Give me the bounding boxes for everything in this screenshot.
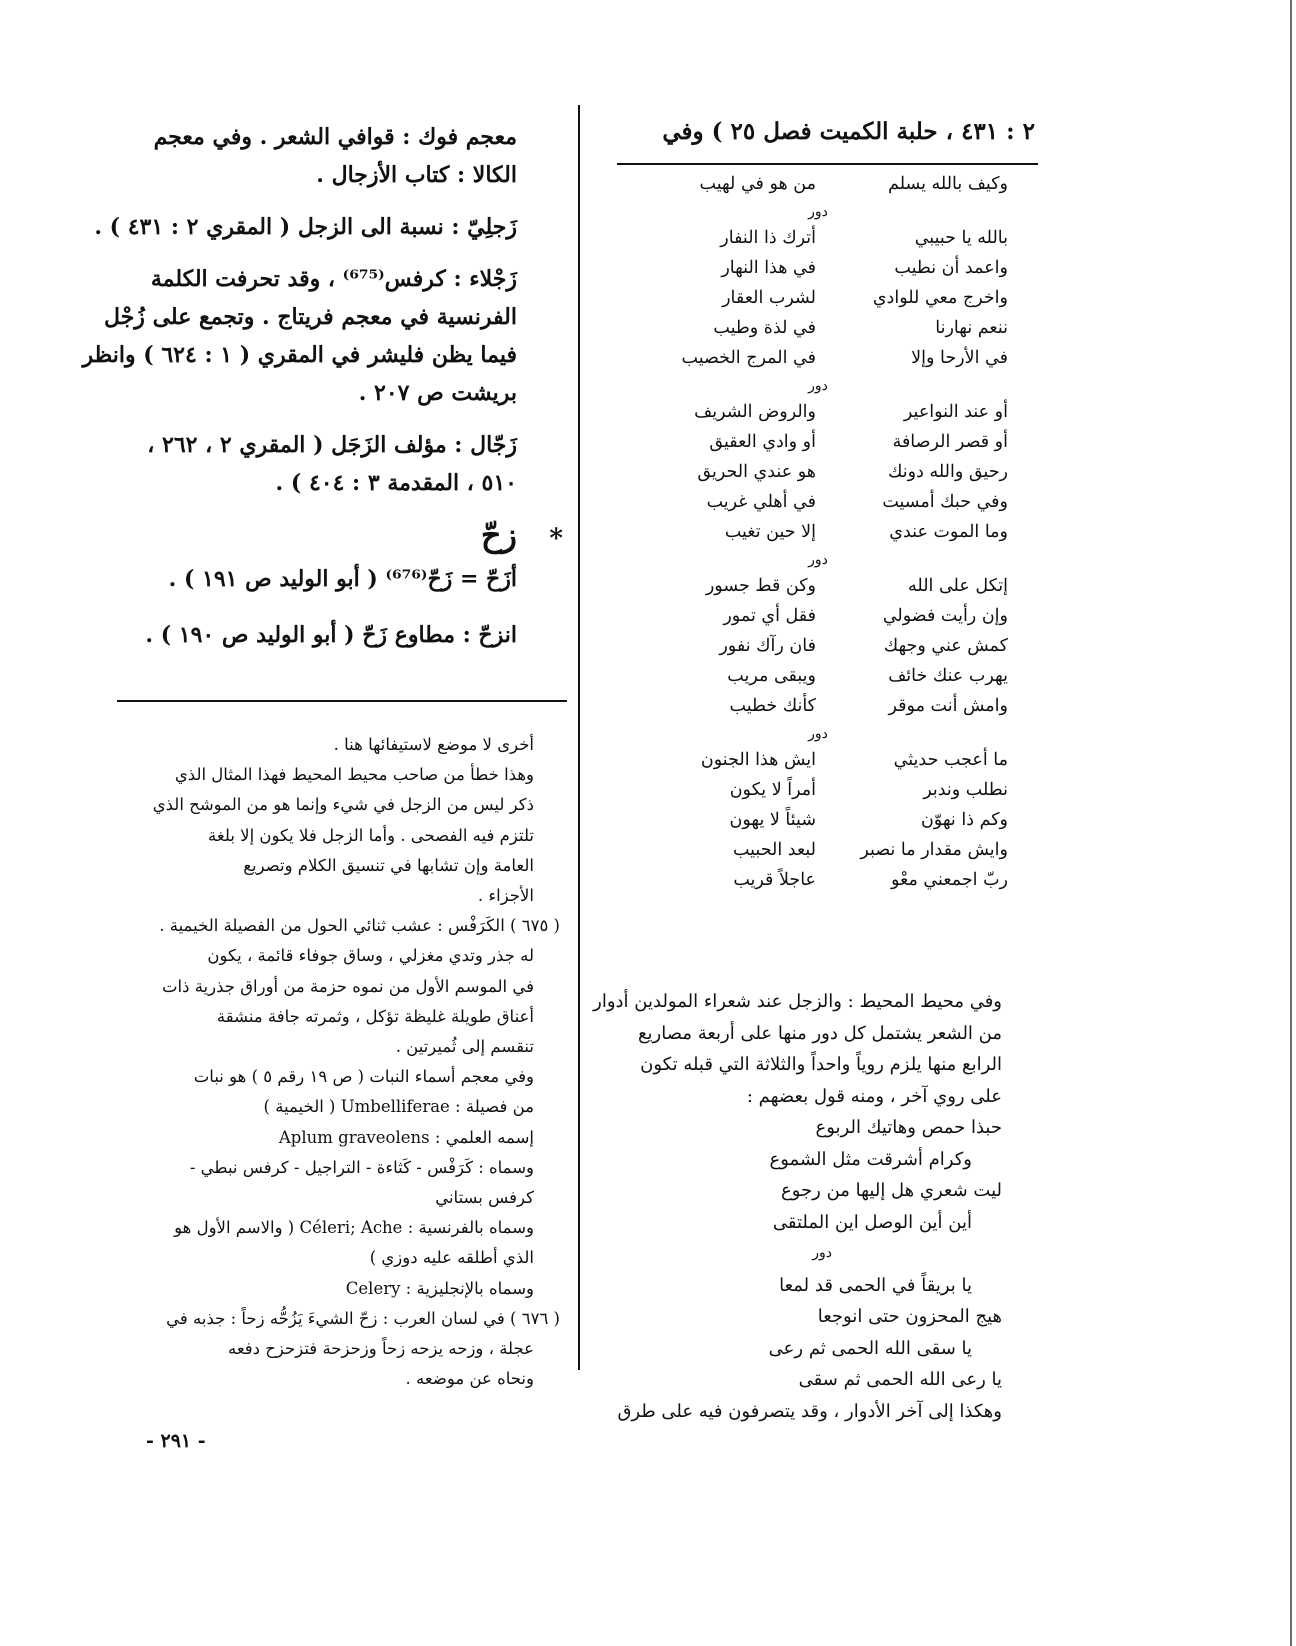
footnote-line: الذي أطلقه عليه دوزي ) [369, 1248, 534, 1268]
verse-line [628, 636, 1008, 666]
prose-line: دور [812, 1245, 832, 1261]
stanza-marker: دور [808, 552, 828, 568]
verse-hemistich-first: وإن رأيت فضولي [882, 606, 1008, 626]
footnote-line: تلتزم فيه الفصحى . وأما الزجل فلا يكون إلا بلغة [208, 825, 534, 845]
dictionary-entry [112, 118, 517, 194]
verse-hemistich-first: كمش عني وجهك [883, 636, 1008, 656]
prose-line: وهكذا إلى آخر الأدوار ، وقد يتصرفون فيه على طرق [617, 1400, 1002, 1422]
page-edge-shadow [1290, 0, 1292, 1646]
verse-hemistich-second: ايش هذا الجنون [700, 750, 816, 770]
verse-line [628, 462, 1008, 492]
verse-line [628, 840, 1008, 870]
footnote-line: تنقسم إلى ثُميرتين . [395, 1037, 534, 1057]
prose-line: الرابع منها يلزم روياً واحداً والثلاثة التي قبله تكون [640, 1054, 1002, 1075]
verse-hemistich-second: إلا حين تغيب [724, 522, 816, 542]
verse-hemistich-first: نطلب وندبر [923, 780, 1008, 800]
root-entry: أزَحّ = زَحّ⁽⁶⁷⁶⁾ ( أبو الوليد ص ١٩١ ) . [168, 566, 517, 592]
page-number: - ٢٩١ - [146, 1430, 206, 1452]
column-divider [578, 105, 580, 1370]
verse-hemistich-first: في الأرحا وإلا [911, 348, 1008, 368]
verse-hemistich-first: بالله يا حبيبي [914, 228, 1008, 248]
footnote-line: الأجزاء . [477, 886, 534, 906]
verse-line [628, 318, 1008, 348]
prose-line: أين أين الوصل اين الملتقى [772, 1211, 972, 1233]
verse-line [628, 402, 1008, 432]
verse-line [628, 810, 1008, 840]
verse-line [628, 576, 1008, 606]
right-column-heading: ٢ : ٤٣١ ، حلبة الكميت فصل ٢٥ ) وفي [662, 118, 1035, 145]
footnote-line: وفي معجم أسماء النبات ( ص ١٩ رقم ٥ ) هو نبات [193, 1067, 534, 1087]
root-star: * [549, 524, 563, 554]
verse-hemistich-second: والروض الشريف [694, 402, 816, 422]
verse-hemistich-second: في المرج الخصيب [681, 348, 816, 368]
stanza-marker: دور [808, 378, 828, 394]
prose-line: وفي محيط المحيط : والزجل عند شعراء المولدين أدوار [593, 991, 1002, 1012]
verse-line [628, 288, 1008, 318]
verse-line [628, 606, 1008, 636]
poem-stanzas [628, 174, 1008, 900]
verse-hemistich-second: ويبقى مريب [727, 666, 816, 686]
footnote-line: وسماه بالفرنسية : Céleri; Ache ( والاسم الأول هو [174, 1218, 534, 1238]
verse-hemistich-second: شيئاً لا يهون [729, 810, 816, 830]
entry-line: زَجّال : مؤلف الزَجَل ( المقري ٢ ، ٢٦٢ ، [147, 432, 517, 458]
verse-hemistich-first: ربّ اجمعني معْو [890, 870, 1008, 890]
verse-hemistich-first: يهرب عنك خائف [888, 666, 1008, 686]
right-column-top-rule [617, 163, 1038, 165]
verse-hemistich-second: وكن قط جسور [705, 576, 816, 596]
verse-hemistich-first: واخرج معي للوادي [872, 288, 1008, 308]
verse-hemistich-first: رحيق والله دونك [888, 462, 1008, 482]
footnote-line: ونحاه عن موضعه . [405, 1369, 534, 1389]
entry-line: فيما يظن فليشر في المقري ( ١ : ٦٢٤ ) وانظر [82, 342, 517, 368]
entry-line: ٥١٠ ، المقدمة ٣ : ٤٠٤ ) . [275, 470, 517, 496]
verse-hemistich-first: وايش مقدار ما نصبر [860, 840, 1008, 860]
verse-line [628, 522, 1008, 552]
verse-line [628, 780, 1008, 810]
footnote-line: أخرى لا موضع لاستيفائها هنا . [333, 735, 534, 754]
verse-line [628, 870, 1008, 900]
verse-hemistich-second: أمراً لا يكون [729, 780, 816, 800]
right-column-prose [593, 986, 1002, 1427]
verse-hemistich-second: هو عندي الحريق [697, 462, 816, 482]
verse-line [628, 750, 1008, 780]
verse-line [628, 174, 1008, 204]
verse-hemistich-first: واعمد أن نطيب [894, 258, 1008, 278]
entry-line: الكالا : كتاب الأزجال . [316, 162, 517, 188]
footnote-line: له جذر وتدي مغزلي ، وساق جوفاء قائمة ، يكون [207, 946, 534, 966]
verse-hemistich-second: عاجلاً قريب [733, 870, 816, 890]
verse-hemistich-second: أترك ذا النفار [720, 228, 816, 248]
prose-line: هيج المحزون حتى انوجعا [817, 1306, 1002, 1327]
verse-hemistich-second: كأنك خطيب [729, 696, 816, 716]
footnote-line: من فصيلة : Umbelliferae ( الخيمية ) [263, 1097, 534, 1117]
verse-hemistich-second: أو وادي العقيق [709, 432, 816, 452]
footnote-line: ( ٦٧٦ ) في لسان العرب : زحّ الشيءَ يَزُحُّه زحاً : جذبه في [166, 1308, 560, 1328]
verse-line [628, 258, 1008, 288]
verse-hemistich-first: وامش أنت موقر [888, 696, 1008, 716]
footnote-line: عجلة ، وزحه يزحه زحاً وزحزحة فتزحزح دفعه [227, 1339, 534, 1359]
prose-line: يا بريقاً في الحمى قد لمعا [779, 1274, 972, 1296]
entry-line: زَجْلاء : كرفس⁽⁶⁷⁵⁾ ، وقد تحرفت الكلمة [150, 266, 517, 292]
verse-hemistich-first: إتكل على الله [908, 576, 1008, 596]
dictionary-entry [112, 426, 517, 502]
footnote-line: وسماه بالإنجليزية : Celery [345, 1278, 534, 1298]
verse-hemistich-first: أو عند النواعير [903, 402, 1008, 422]
verse-hemistich-first: وكيف بالله يسلم [888, 174, 1008, 194]
entry-line: الفرنسية في معجم فريتاج . وتجمع على زُجْل [104, 304, 517, 330]
verse-hemistich-second: في لذة وطيب [713, 318, 816, 338]
footnote-line: ذكر ليس من الزجل في شيء وإنما هو من الموشح الذي [152, 795, 534, 815]
verse-hemistich-first: أو قصر الرصافة [892, 432, 1008, 452]
verse-hemistich-first: ما أعجب حديثي [893, 750, 1008, 770]
prose-line: من الشعر يشتمل كل دور منها على أربعة مصاريع [637, 1022, 1002, 1044]
verse-hemistich-second: في هذا النهار [721, 258, 816, 278]
footnote-line: كرفس بستاني [435, 1188, 534, 1208]
entry-line: زَجلِيّ : نسبة الى الزجل ( المقري ٢ : ٤٣١ ) . [94, 214, 517, 240]
root-entry: انزحّ : مطاوع زَحّ ( أبو الوليد ص ١٩٠ ) . [145, 622, 517, 648]
footnote-line: وهذا خطأ من صاحب محيط المحيط فهذا المثال الذي [174, 765, 534, 785]
footnotes [128, 730, 560, 1394]
verse-hemistich-second: من هو في لهيب [699, 174, 816, 194]
root-heading [112, 516, 563, 554]
footnote-line: العامة وإن تشابها في تنسيق الكلام وتصريع [243, 855, 534, 875]
verse-hemistich-first: وفي حبك أمسيت [882, 492, 1008, 512]
verse-line [628, 666, 1008, 696]
verse-hemistich-first: وما الموت عندي [889, 522, 1008, 542]
prose-line: يا سقى الله الحمى ثم رعى [768, 1337, 972, 1359]
root-word: زحّ [480, 516, 517, 554]
stanza-marker: دور [808, 726, 828, 742]
verse-hemistich-second: في أهلي غريب [706, 492, 816, 512]
stanza-marker: دور [808, 204, 828, 220]
verse-line [628, 228, 1008, 258]
verse-line [628, 492, 1008, 522]
dictionary-entries [82, 118, 563, 672]
footnote-rule [117, 700, 567, 702]
footnote-line: وسماه : كَرَفْس - كَثاءة - التراجيل - كرفس نبطي - [189, 1157, 534, 1177]
verse-hemistich-second: فان رآك نفور [719, 636, 816, 656]
verse-line [628, 696, 1008, 726]
dictionary-entry [94, 208, 517, 246]
verse-hemistich-first: ننعم نهارنا [935, 318, 1008, 338]
footnote-line: ( ٦٧٥ ) الكَرَفْس : عشب ثنائي الحول من الفصيلة الخيمية . [159, 916, 560, 936]
verse-hemistich-second: لشرب العقار [722, 288, 816, 308]
footnote-line: إسمه العلمي : Aplum graveolens [278, 1127, 534, 1147]
verse-hemistich-first: وكم ذا نهوّن [920, 810, 1008, 830]
prose-line: ليت شعري هل إليها من رجوع [780, 1180, 1002, 1201]
entry-line: معجم فوك : قوافي الشعر . وفي معجم [153, 124, 517, 150]
entry-line: بريشت ص ٢٠٧ . [358, 380, 517, 406]
prose-line: على روي آخر ، ومنه قول بعضهم : [746, 1085, 1002, 1107]
verse-hemistich-second: لبعد الحبيب [732, 840, 816, 860]
verse-line [628, 348, 1008, 378]
footnote-line: أعناق طويلة غليظة تؤكل ، وثمرته جافة منشقة [216, 1006, 534, 1026]
prose-line: حبذا حمص وهاتيك الربوع [815, 1117, 1002, 1138]
footnote-line: في الموسم الأول من نموه حزمة من أوراق جذرية ذات [162, 976, 534, 996]
verse-hemistich-second: فقل أي تمور [723, 606, 816, 626]
prose-line: وكرام أشرقت مثل الشموع [769, 1148, 972, 1170]
dictionary-entry [82, 260, 517, 412]
verse-line [628, 432, 1008, 462]
prose-line: يا رعى الله الحمى ثم سقى [798, 1369, 1002, 1390]
